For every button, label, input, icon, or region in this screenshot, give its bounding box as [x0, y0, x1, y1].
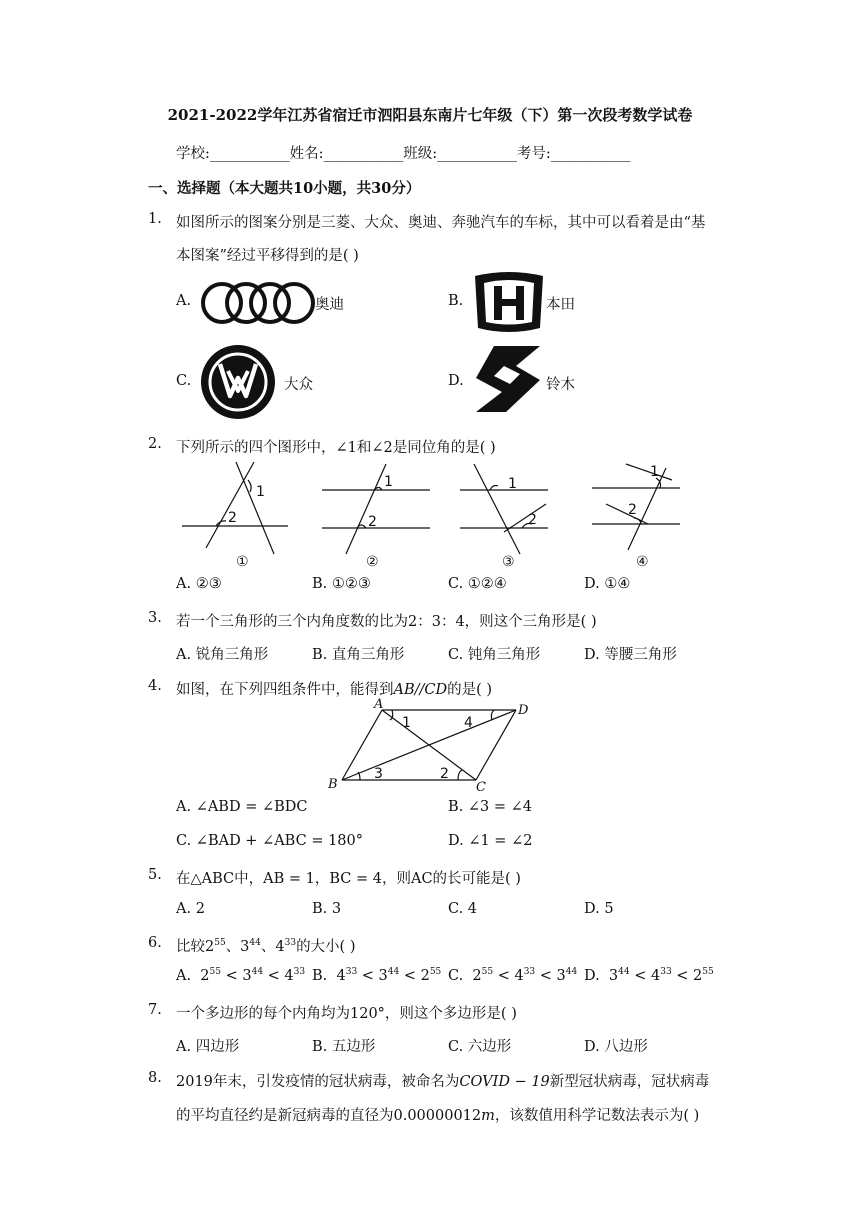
question-text-part: 新型冠状病毒，冠状病毒 [549, 1074, 710, 1090]
option-label: D. [584, 967, 600, 984]
question-text [176, 678, 492, 699]
option-b: B. 直角三角形 [312, 647, 405, 663]
angle-4-label: 4 [464, 715, 473, 731]
question-text: 下列所示的四个图形中，∠1和∠2是同位角的是( ) [176, 440, 496, 456]
question-text-part: 2019年末，引发疫情的冠状病毒，被命名为 [176, 1074, 460, 1090]
question-text-part: 比较 [176, 939, 205, 955]
question-text: 若一个三角形的三个内角度数的比为2：3：4，则这个三角形是( ) [176, 614, 597, 630]
angle-2-label: 2 [628, 502, 637, 518]
question-text: 在△ABC中，AB = 1，BC = 4，则AC的长可能是( ) [176, 871, 521, 887]
question-text: 如图所示的图案分别是三菱、大众、奥迪、奔驰汽车的车标，其中可以看着是由“基 [176, 215, 706, 231]
option-label: D. [448, 373, 464, 389]
angle-1-label: 1 [508, 476, 517, 492]
option-a: A. ②③ [176, 576, 222, 592]
point-d-label: D [518, 703, 529, 718]
option-d: D. ①④ [584, 576, 631, 592]
option-c: C. $2^{55} < 4^{33} < 3^{44}$ [448, 967, 578, 984]
option-label: A. [176, 967, 192, 984]
option-d: D. $3^{44} < 4^{33} < 2^{55}$ [584, 967, 714, 984]
volkswagen-logo-icon [200, 344, 276, 420]
question-number: 1. [148, 211, 162, 227]
student-info-line: 学校:___________姓名:___________班级:___________考号:___________ [176, 146, 631, 162]
option-b: B. 3 [312, 901, 342, 917]
figure-label: ② [366, 554, 379, 570]
figure-label: ③ [502, 554, 515, 570]
option-text: 大众 [284, 377, 313, 393]
option-label: C. [448, 967, 464, 984]
math-expression: COVID − 19 [459, 1074, 550, 1090]
question-number: 4. [148, 678, 162, 694]
angle-1-label: 1 [402, 715, 411, 731]
question-number: 2. [148, 436, 162, 452]
question-text [176, 1104, 699, 1125]
angle-2-label: 2 [528, 512, 537, 528]
option-a: A. $2^{55} < 3^{44} < 4^{33}$ [176, 967, 306, 984]
q2-figures [176, 458, 696, 573]
option-a: A. 四边形 [176, 1039, 240, 1055]
question-text: 本图案”经过平移得到的是( ) [176, 248, 359, 264]
question-text: 一个多边形的每个内角均为120°，则这个多边形是( ) [176, 1006, 517, 1022]
angle-2-label: 2 [440, 766, 449, 782]
option-c: C. ∠BAD + ∠ABC = 180° [176, 833, 363, 849]
question-text-part: 如图，在下列四组条件中，能得到 [176, 682, 394, 698]
angle-1-label: 1 [650, 464, 659, 480]
option-b: B. ①②③ [312, 576, 371, 592]
option-c: C. 六边形 [448, 1039, 512, 1055]
question-text-part: 的是( ) [447, 682, 493, 698]
angle-1-label: 1 [384, 474, 393, 490]
option-d: D. ∠1 = ∠2 [448, 833, 533, 849]
option-d: D. 等腰三角形 [584, 647, 677, 663]
question-text-part: ，该数值用科学记数法表示为( ) [494, 1108, 700, 1124]
option-label: C. [176, 373, 192, 389]
point-b-label: B [328, 777, 338, 792]
option-b: B. ∠3 = ∠4 [448, 799, 532, 815]
figure-label: ④ [636, 554, 649, 570]
option-b: B. $4^{33} < 3^{44} < 2^{55}$ [312, 967, 442, 984]
angle-2-label: 2 [228, 510, 237, 526]
figure-label: ① [236, 554, 249, 570]
option-c: C. 钝角三角形 [448, 647, 541, 663]
math-expression: AB//CD [393, 682, 448, 698]
option-text: 铃木 [546, 377, 575, 393]
angle-1-label: 1 [256, 484, 265, 500]
option-a: A. 锐角三角形 [176, 647, 269, 663]
q4-parallelogram-figure [322, 698, 542, 794]
question-number: 5. [148, 867, 162, 883]
option-text: 奥迪 [315, 297, 344, 313]
option-d: D. 八边形 [584, 1039, 648, 1055]
math-expression: m [481, 1108, 495, 1124]
option-a: A. ∠ABD = ∠BDC [176, 799, 308, 815]
option-label: B. [448, 293, 464, 309]
point-c-label: C [476, 780, 486, 794]
exam-title: 2021-2022学年江苏省宿迁市泗阳县东南片七年级（下）第一次段考数学试卷 [167, 106, 693, 124]
audi-logo-icon [200, 280, 315, 326]
question-number: 6. [148, 935, 162, 951]
question-text: 比较$2^{55}$、$3^{44}$、$4^{33}$的大小( ) [176, 938, 356, 955]
question-number: 8. [148, 1070, 162, 1086]
question-number: 3. [148, 610, 162, 626]
question-number: 7. [148, 1002, 162, 1018]
option-b: B. 五边形 [312, 1039, 376, 1055]
option-c: C. 4 [448, 901, 478, 917]
section-heading: 一、选择题（本大题共10小题，共30分） [148, 180, 421, 197]
question-text [176, 1070, 709, 1091]
question-text-part: 的平均直径约是新冠病毒的直径为0.00000012 [176, 1108, 482, 1124]
option-a: A. 2 [176, 901, 205, 917]
suzuki-logo-icon [470, 344, 546, 414]
angle-3-label: 3 [374, 766, 383, 782]
point-a-label: A [374, 698, 384, 712]
question-text-part: 的大小( ) [296, 939, 356, 955]
option-d: D. 5 [584, 901, 614, 917]
option-label: A. [176, 293, 192, 309]
option-label: B. [312, 967, 328, 984]
option-text: 本田 [546, 297, 575, 313]
angle-2-label: 2 [368, 514, 377, 530]
option-c: C. ①②④ [448, 576, 507, 592]
honda-logo-icon [472, 270, 546, 334]
